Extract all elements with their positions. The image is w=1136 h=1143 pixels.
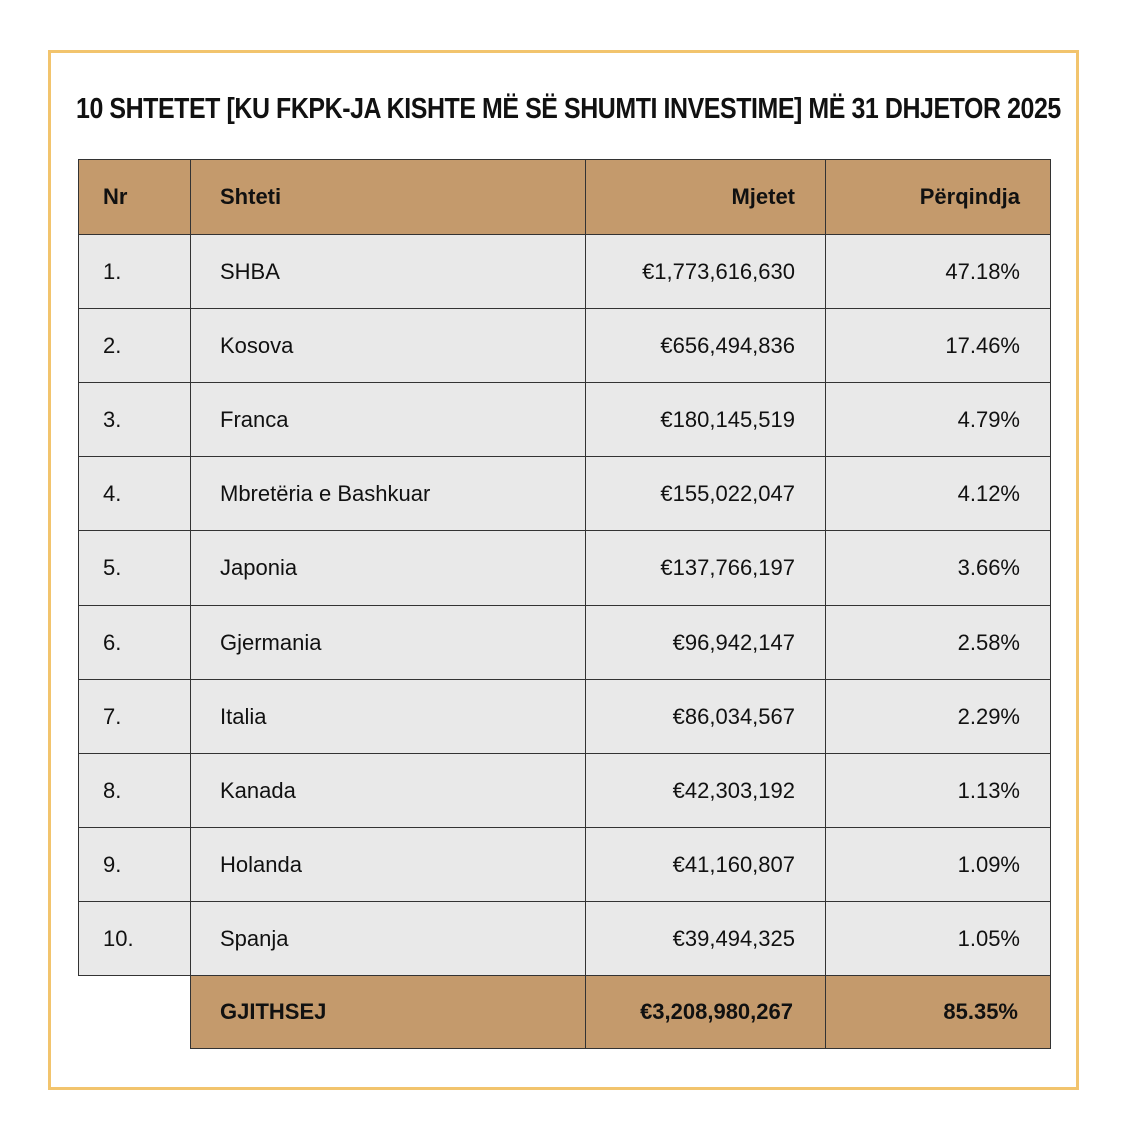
cell-perqindja: 2.29% bbox=[825, 679, 1051, 754]
cell-nr: 2. bbox=[78, 308, 191, 383]
cell-nr: 8. bbox=[78, 753, 191, 828]
cell-shteti: Japonia bbox=[190, 530, 586, 606]
cell-shteti: Spanja bbox=[190, 901, 586, 976]
header-mjetet: Mjetet bbox=[585, 159, 826, 235]
cell-shteti: Kanada bbox=[190, 753, 586, 828]
cell-shteti: Italia bbox=[190, 679, 586, 754]
cell-nr: 7. bbox=[78, 679, 191, 754]
cell-mjetet: €656,494,836 bbox=[585, 308, 826, 383]
cell-mjetet: €86,034,567 bbox=[585, 679, 826, 754]
header-nr: Nr bbox=[78, 159, 191, 235]
cell-shteti: Franca bbox=[190, 382, 586, 457]
cell-mjetet: €39,494,325 bbox=[585, 901, 826, 976]
cell-mjetet: €96,942,147 bbox=[585, 605, 826, 680]
cell-mjetet: €180,145,519 bbox=[585, 382, 826, 457]
total-perqindja: 85.35% bbox=[825, 975, 1051, 1049]
cell-nr: 10. bbox=[78, 901, 191, 976]
cell-shteti: Kosova bbox=[190, 308, 586, 383]
cell-shteti: Mbretëria e Bashkuar bbox=[190, 456, 586, 531]
cell-perqindja: 3.66% bbox=[825, 530, 1051, 606]
cell-perqindja: 1.05% bbox=[825, 901, 1051, 976]
cell-perqindja: 2.58% bbox=[825, 605, 1051, 680]
cell-shteti: SHBA bbox=[190, 234, 586, 309]
cell-nr: 4. bbox=[78, 456, 191, 531]
header-perqindja: Përqindja bbox=[825, 159, 1051, 235]
cell-perqindja: 1.13% bbox=[825, 753, 1051, 828]
cell-perqindja: 1.09% bbox=[825, 827, 1051, 902]
cell-perqindja: 4.79% bbox=[825, 382, 1051, 457]
total-mjetet: €3,208,980,267 bbox=[585, 975, 826, 1049]
cell-mjetet: €1,773,616,630 bbox=[585, 234, 826, 309]
cell-nr: 5. bbox=[78, 530, 191, 606]
cell-mjetet: €41,160,807 bbox=[585, 827, 826, 902]
cell-perqindja: 17.46% bbox=[825, 308, 1051, 383]
cell-perqindja: 47.18% bbox=[825, 234, 1051, 309]
cell-perqindja: 4.12% bbox=[825, 456, 1051, 531]
cell-mjetet: €155,022,047 bbox=[585, 456, 826, 531]
cell-shteti: Holanda bbox=[190, 827, 586, 902]
cell-nr: 3. bbox=[78, 382, 191, 457]
cell-mjetet: €137,766,197 bbox=[585, 530, 826, 606]
cell-nr: 1. bbox=[78, 234, 191, 309]
header-shteti: Shteti bbox=[190, 159, 586, 235]
cell-mjetet: €42,303,192 bbox=[585, 753, 826, 828]
cell-nr: 6. bbox=[78, 605, 191, 680]
page-title: 10 SHTETET [KU FKPK-JA KISHTE MË SË SHUMTI INVESTIME] MË 31 DHJETOR 2025 bbox=[76, 93, 1061, 125]
cell-nr: 9. bbox=[78, 827, 191, 902]
total-label: GJITHSEJ bbox=[190, 975, 586, 1049]
cell-shteti: Gjermania bbox=[190, 605, 586, 680]
